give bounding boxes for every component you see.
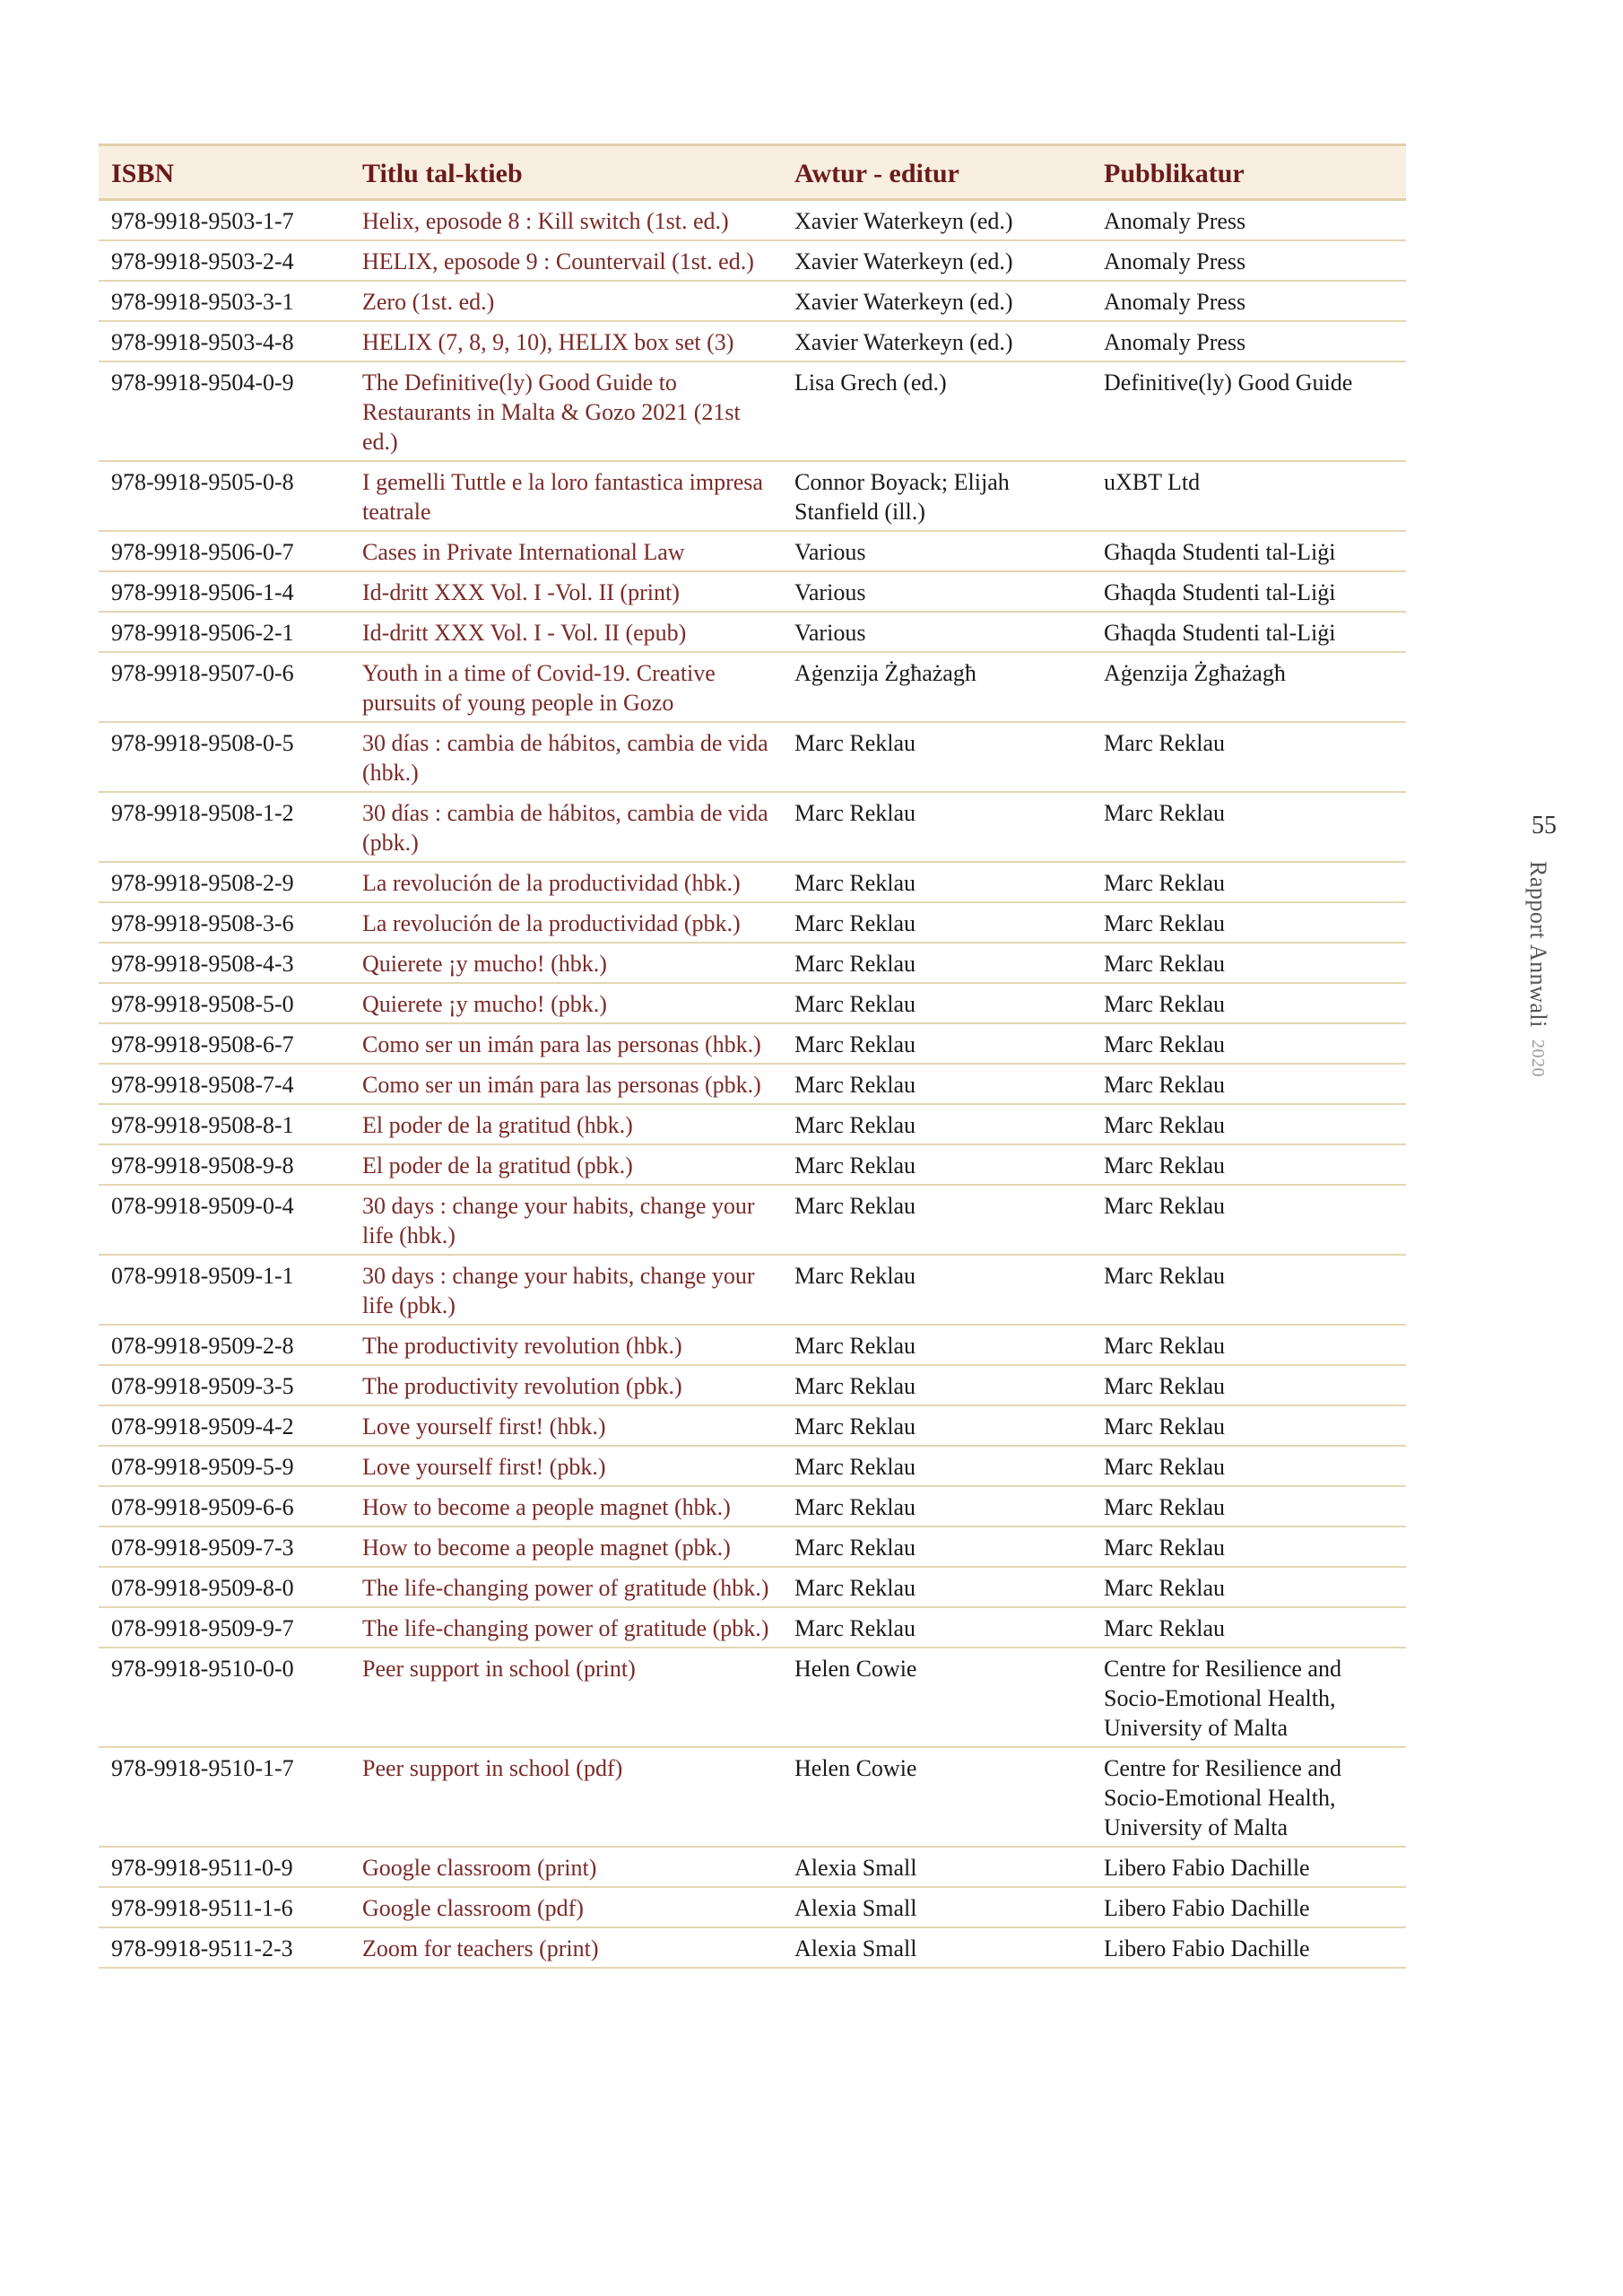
table-row — [99, 571, 1406, 612]
cell-publisher: Marc Reklau — [1091, 943, 1406, 983]
cell-isbn: 078-9918-9509-1-1 — [99, 1255, 350, 1325]
cell-title: Google classroom (print) — [350, 1847, 782, 1887]
cell-author: Marc Reklau — [782, 722, 1091, 792]
cell-title: The Definitive(ly) Good Guide to Restaurants in Malta & Gozo 2021 (21st ed.) — [350, 361, 782, 461]
table-row — [99, 612, 1406, 652]
cell-title: The life-changing power of gratitude (pbk.) — [350, 1607, 782, 1648]
cell-author: Marc Reklau — [782, 1486, 1091, 1526]
cell-title: Helix, eposode 8 : Kill switch (1st. ed.) — [350, 200, 782, 241]
cell-publisher: Anomaly Press — [1091, 200, 1406, 241]
table-row — [99, 1607, 1406, 1648]
table-row — [99, 1446, 1406, 1486]
cell-title: The productivity revolution (hbk.) — [350, 1325, 782, 1365]
cell-title: How to become a people magnet (pbk.) — [350, 1526, 782, 1567]
table-row — [99, 1567, 1406, 1607]
cell-title: HELIX, eposode 9 : Countervail (1st. ed.) — [350, 240, 782, 281]
cell-isbn: 978-9918-9506-2-1 — [99, 612, 350, 652]
cell-isbn: 978-9918-9511-0-9 — [99, 1847, 350, 1887]
cell-publisher: Anomaly Press — [1091, 321, 1406, 361]
cell-title: Id-dritt XXX Vol. I - Vol. II (epub) — [350, 612, 782, 652]
cell-author: Aġenzija Żgħażagħ — [782, 652, 1091, 722]
cell-publisher: Marc Reklau — [1091, 722, 1406, 792]
cell-title: Quierete ¡y mucho! (pbk.) — [350, 983, 782, 1023]
cell-isbn: 078-9918-9509-4-2 — [99, 1405, 350, 1446]
cell-isbn: 078-9918-9509-5-9 — [99, 1446, 350, 1486]
table-header-row — [99, 145, 1406, 200]
cell-publisher: uXBT Ltd — [1091, 461, 1406, 531]
cell-author: Various — [782, 531, 1091, 571]
cell-publisher: Marc Reklau — [1091, 1365, 1406, 1405]
table-row — [99, 1365, 1406, 1405]
cell-publisher: Marc Reklau — [1091, 902, 1406, 943]
cell-title: I gemelli Tuttle e la loro fantastica impresa teatrale — [350, 461, 782, 531]
table-row — [99, 1927, 1406, 1968]
table-row — [99, 983, 1406, 1023]
table-body — [99, 200, 1406, 1969]
header-publisher: Pubblikatur — [1091, 145, 1406, 200]
cell-title: How to become a people magnet (hbk.) — [350, 1486, 782, 1526]
cell-author: Marc Reklau — [782, 1255, 1091, 1325]
cell-title: 30 days : change your habits, change your life (hbk.) — [350, 1185, 782, 1255]
cell-isbn: 978-9918-9510-1-7 — [99, 1747, 350, 1847]
side-label-text: Rapport Annwali — [1525, 861, 1551, 1028]
cell-title: Como ser un imán para las personas (pbk.) — [350, 1064, 782, 1104]
cell-publisher: Marc Reklau — [1091, 792, 1406, 862]
cell-author: Helen Cowie — [782, 1747, 1091, 1847]
table-row — [99, 1526, 1406, 1567]
cell-author: Xavier Waterkeyn (ed.) — [782, 200, 1091, 241]
table-row — [99, 1023, 1406, 1064]
cell-publisher: Marc Reklau — [1091, 983, 1406, 1023]
cell-author: Marc Reklau — [782, 1185, 1091, 1255]
cell-author: Marc Reklau — [782, 792, 1091, 862]
table-row — [99, 792, 1406, 862]
cell-publisher: Marc Reklau — [1091, 1446, 1406, 1486]
table-row — [99, 240, 1406, 281]
cell-publisher: Libero Fabio Dachille — [1091, 1847, 1406, 1887]
cell-author: Xavier Waterkeyn (ed.) — [782, 240, 1091, 281]
table-row — [99, 722, 1406, 792]
cell-author: Various — [782, 571, 1091, 612]
cell-isbn: 978-9918-9504-0-9 — [99, 361, 350, 461]
cell-isbn: 978-9918-9508-1-2 — [99, 792, 350, 862]
cell-author: Marc Reklau — [782, 1405, 1091, 1446]
cell-isbn: 978-9918-9508-2-9 — [99, 862, 350, 902]
cell-isbn: 078-9918-9509-6-6 — [99, 1486, 350, 1526]
cell-author: Alexia Small — [782, 1887, 1091, 1927]
cell-isbn: 078-9918-9509-8-0 — [99, 1567, 350, 1607]
cell-publisher: Għaqda Studenti tal-Liġi — [1091, 571, 1406, 612]
cell-isbn: 978-9918-9503-3-1 — [99, 281, 350, 321]
table-row — [99, 1847, 1406, 1887]
cell-title: Love yourself first! (pbk.) — [350, 1446, 782, 1486]
cell-isbn: 978-9918-9511-1-6 — [99, 1887, 350, 1927]
table-row — [99, 281, 1406, 321]
cell-publisher: Marc Reklau — [1091, 1185, 1406, 1255]
cell-isbn: 978-9918-9508-3-6 — [99, 902, 350, 943]
cell-isbn: 978-9918-9503-2-4 — [99, 240, 350, 281]
cell-publisher: Għaqda Studenti tal-Liġi — [1091, 531, 1406, 571]
isbn-table — [99, 144, 1406, 1969]
cell-publisher: Marc Reklau — [1091, 1526, 1406, 1567]
table-row — [99, 1747, 1406, 1847]
table-row — [99, 1648, 1406, 1747]
header-author: Awtur - editur — [782, 145, 1091, 200]
cell-author: Marc Reklau — [782, 1526, 1091, 1567]
cell-publisher: Għaqda Studenti tal-Liġi — [1091, 612, 1406, 652]
cell-publisher: Anomaly Press — [1091, 281, 1406, 321]
cell-author: Lisa Grech (ed.) — [782, 361, 1091, 461]
table-row — [99, 531, 1406, 571]
cell-isbn: 078-9918-9509-7-3 — [99, 1526, 350, 1567]
cell-title: 30 días : cambia de hábitos, cambia de vida (pbk.) — [350, 792, 782, 862]
cell-publisher: Libero Fabio Dachille — [1091, 1927, 1406, 1968]
cell-author: Marc Reklau — [782, 1104, 1091, 1144]
cell-publisher: Definitive(ly) Good Guide — [1091, 361, 1406, 461]
cell-author: Alexia Small — [782, 1847, 1091, 1887]
cell-isbn: 978-9918-9506-0-7 — [99, 531, 350, 571]
table-row — [99, 1486, 1406, 1526]
table-row — [99, 902, 1406, 943]
cell-publisher: Marc Reklau — [1091, 1144, 1406, 1185]
table-row — [99, 200, 1406, 241]
cell-isbn: 978-9918-9503-1-7 — [99, 200, 350, 241]
table-row — [99, 1887, 1406, 1927]
cell-publisher: Aġenzija Żgħażagħ — [1091, 652, 1406, 722]
cell-publisher: Marc Reklau — [1091, 1405, 1406, 1446]
header-title: Titlu tal-ktieb — [350, 145, 782, 200]
cell-isbn: 978-9918-9506-1-4 — [99, 571, 350, 612]
cell-isbn: 078-9918-9509-2-8 — [99, 1325, 350, 1365]
cell-isbn: 078-9918-9509-3-5 — [99, 1365, 350, 1405]
table-row — [99, 652, 1406, 722]
cell-isbn: 978-9918-9508-6-7 — [99, 1023, 350, 1064]
cell-publisher: Anomaly Press — [1091, 240, 1406, 281]
cell-title: Peer support in school (pdf) — [350, 1747, 782, 1847]
table-row — [99, 1104, 1406, 1144]
cell-author: Marc Reklau — [782, 862, 1091, 902]
header-isbn: ISBN — [99, 145, 350, 200]
table-row — [99, 1255, 1406, 1325]
cell-title: 30 days : change your habits, change your life (pbk.) — [350, 1255, 782, 1325]
cell-author: Marc Reklau — [782, 1607, 1091, 1648]
side-label — [1524, 861, 1551, 1077]
cell-publisher: Marc Reklau — [1091, 1023, 1406, 1064]
cell-publisher: Marc Reklau — [1091, 862, 1406, 902]
cell-publisher: Marc Reklau — [1091, 1064, 1406, 1104]
cell-publisher: Marc Reklau — [1091, 1607, 1406, 1648]
cell-title: The life-changing power of gratitude (hbk.) — [350, 1567, 782, 1607]
cell-title: Zoom for teachers (print) — [350, 1927, 782, 1968]
cell-author: Marc Reklau — [782, 1365, 1091, 1405]
cell-isbn: 978-9918-9508-5-0 — [99, 983, 350, 1023]
table-row — [99, 461, 1406, 531]
cell-title: Youth in a time of Covid-19. Creative pursuits of young people in Gozo — [350, 652, 782, 722]
cell-title: Zero (1st. ed.) — [350, 281, 782, 321]
cell-publisher: Centre for Resilience and Socio-Emotional Health, University of Malta — [1091, 1747, 1406, 1847]
cell-author: Marc Reklau — [782, 943, 1091, 983]
cell-author: Marc Reklau — [782, 1325, 1091, 1365]
cell-publisher: Marc Reklau — [1091, 1104, 1406, 1144]
cell-title: Peer support in school (print) — [350, 1648, 782, 1747]
cell-author: Marc Reklau — [782, 1064, 1091, 1104]
table-row — [99, 943, 1406, 983]
cell-publisher: Centre for Resilience and Socio-Emotional Health, University of Malta — [1091, 1648, 1406, 1747]
table-row — [99, 1325, 1406, 1365]
cell-isbn: 978-9918-9508-9-8 — [99, 1144, 350, 1185]
table-row — [99, 321, 1406, 361]
side-label-year: 2020 — [1528, 1039, 1548, 1077]
cell-author: Marc Reklau — [782, 1144, 1091, 1185]
table-row — [99, 361, 1406, 461]
cell-isbn: 978-9918-9508-8-1 — [99, 1104, 350, 1144]
cell-title: Google classroom (pdf) — [350, 1887, 782, 1927]
cell-author: Marc Reklau — [782, 1567, 1091, 1607]
cell-publisher: Libero Fabio Dachille — [1091, 1887, 1406, 1927]
cell-isbn: 978-9918-9510-0-0 — [99, 1648, 350, 1747]
cell-publisher: Marc Reklau — [1091, 1567, 1406, 1607]
cell-isbn: 978-9918-9508-7-4 — [99, 1064, 350, 1104]
cell-title: The productivity revolution (pbk.) — [350, 1365, 782, 1405]
cell-title: La revolución de la productividad (pbk.) — [350, 902, 782, 943]
cell-title: Cases in Private International Law — [350, 531, 782, 571]
cell-isbn: 978-9918-9508-4-3 — [99, 943, 350, 983]
cell-publisher: Marc Reklau — [1091, 1255, 1406, 1325]
cell-author: Xavier Waterkeyn (ed.) — [782, 321, 1091, 361]
cell-author: Helen Cowie — [782, 1648, 1091, 1747]
cell-isbn: 078-9918-9509-9-7 — [99, 1607, 350, 1648]
cell-author: Alexia Small — [782, 1927, 1091, 1968]
cell-publisher: Marc Reklau — [1091, 1486, 1406, 1526]
cell-author: Connor Boyack; Elijah Stanfield (ill.) — [782, 461, 1091, 531]
table-row — [99, 1144, 1406, 1185]
table-row — [99, 1405, 1406, 1446]
cell-title: Quierete ¡y mucho! (hbk.) — [350, 943, 782, 983]
cell-title: Love yourself first! (hbk.) — [350, 1405, 782, 1446]
cell-isbn: 978-9918-9508-0-5 — [99, 722, 350, 792]
cell-isbn: 978-9918-9505-0-8 — [99, 461, 350, 531]
cell-title: 30 días : cambia de hábitos, cambia de vida (hbk.) — [350, 722, 782, 792]
cell-author: Marc Reklau — [782, 983, 1091, 1023]
cell-title: El poder de la gratitud (hbk.) — [350, 1104, 782, 1144]
cell-isbn: 978-9918-9503-4-8 — [99, 321, 350, 361]
cell-title: Como ser un imán para las personas (hbk.) — [350, 1023, 782, 1064]
cell-author: Marc Reklau — [782, 902, 1091, 943]
table-row — [99, 1064, 1406, 1104]
cell-author: Marc Reklau — [782, 1023, 1091, 1064]
cell-title: HELIX (7, 8, 9, 10), HELIX box set (3) — [350, 321, 782, 361]
table-row — [99, 862, 1406, 902]
cell-title: La revolución de la productividad (hbk.) — [350, 862, 782, 902]
cell-author: Various — [782, 612, 1091, 652]
cell-publisher: Marc Reklau — [1091, 1325, 1406, 1365]
page-number: 55 — [1532, 812, 1557, 839]
cell-author: Marc Reklau — [782, 1446, 1091, 1486]
cell-isbn: 078-9918-9509-0-4 — [99, 1185, 350, 1255]
cell-title: El poder de la gratitud (pbk.) — [350, 1144, 782, 1185]
table-row — [99, 1185, 1406, 1255]
cell-isbn: 978-9918-9507-0-6 — [99, 652, 350, 722]
cell-author: Xavier Waterkeyn (ed.) — [782, 281, 1091, 321]
cell-isbn: 978-9918-9511-2-3 — [99, 1927, 350, 1968]
cell-title: Id-dritt XXX Vol. I -Vol. II (print) — [350, 571, 782, 612]
